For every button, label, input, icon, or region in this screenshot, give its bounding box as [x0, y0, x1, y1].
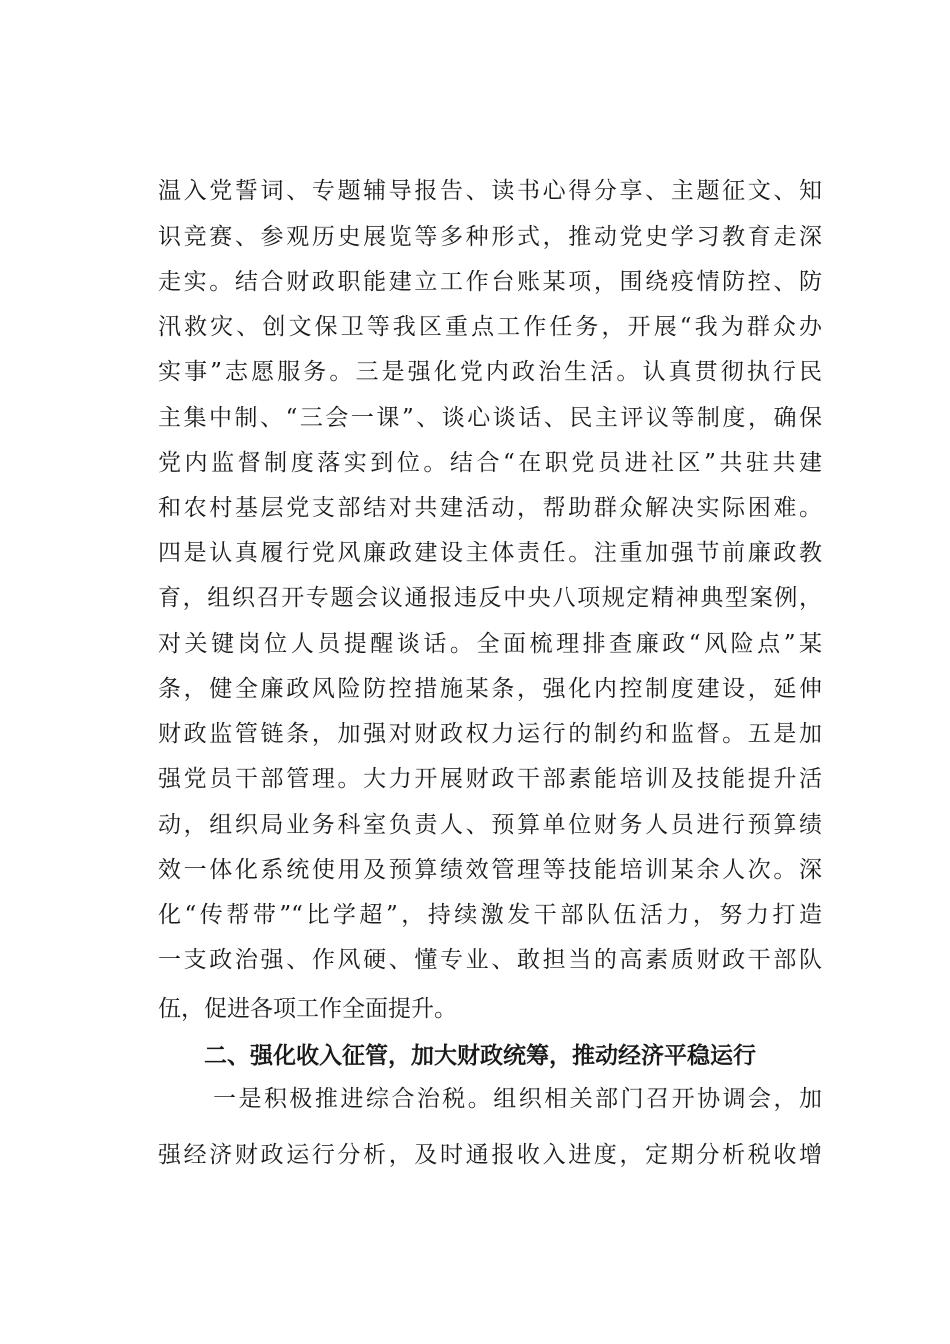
body-text-line: 温入党誓词、专题辅导报告、读书心得分享、主题征文、知	[158, 178, 822, 204]
section-heading: 二、强化收入征管，加大财政统筹，推动经济平稳运行	[204, 1043, 756, 1069]
body-text-line: 一是积极推进综合治税。组织相关部门召开协调会，加	[213, 1086, 822, 1112]
body-text-line: 四是认真履行党风廉政建设主体责任。注重加强节前廉政教	[158, 540, 822, 566]
body-text-line: 实事”志愿服务。三是强化党内政治生活。认真贯彻执行民	[158, 359, 822, 385]
body-text-line: 效一体化系统使用及预算绩效管理等技能培训某余人次。深	[158, 857, 822, 883]
body-text-line: 动，组织局业务科室负责人、预算单位财务人员进行预算绩	[158, 812, 822, 838]
body-text-line: 走实。结合财政职能建立工作台账某项，围绕疫情防控、防	[158, 269, 822, 295]
body-text-line: 强党员干部管理。大力开展财政干部素能培训及技能提升活	[158, 766, 822, 792]
body-text-line: 育，组织召开专题会议通报违反中央八项规定精神典型案例，	[158, 585, 822, 611]
body-text-line: 识竞赛、参观历史展览等多种形式，推动党史学习教育走深	[158, 224, 822, 250]
body-text-line: 财政监管链条，加强对财政权力运行的制约和监督。五是加	[158, 721, 822, 747]
body-text-line: 条，健全廉政风险防控措施某条，强化内控制度建设，延伸	[158, 676, 822, 702]
body-text-line: 党内监督制度落实到位。结合“在职党员进社区”共驻共建	[158, 450, 822, 476]
body-text-line: 伍，促进各项工作全面提升。	[158, 996, 457, 1022]
body-text-line: 对关键岗位人员提醒谈话。全面梳理排查廉政“风险点”某	[158, 631, 822, 657]
body-text-line: 主集中制、“三会一课”、谈心谈话、民主评议等制度，确保	[158, 405, 822, 431]
body-text-line: 和农村基层党支部结对共建活动，帮助群众解决实际困难。	[158, 495, 822, 521]
body-text-line: 化“传帮带”“比学超”，持续激发干部队伍活力，努力打造	[158, 902, 822, 928]
body-text-line: 一支政治强、作风硬、懂专业、敢担当的高素质财政干部队	[158, 947, 822, 973]
body-text-line: 强经济财政运行分析，及时通报收入进度，定期分析税收增	[158, 1142, 822, 1168]
body-text-line: 汛救灾、创文保卫等我区重点工作任务，开展“我为群众办	[158, 314, 822, 340]
